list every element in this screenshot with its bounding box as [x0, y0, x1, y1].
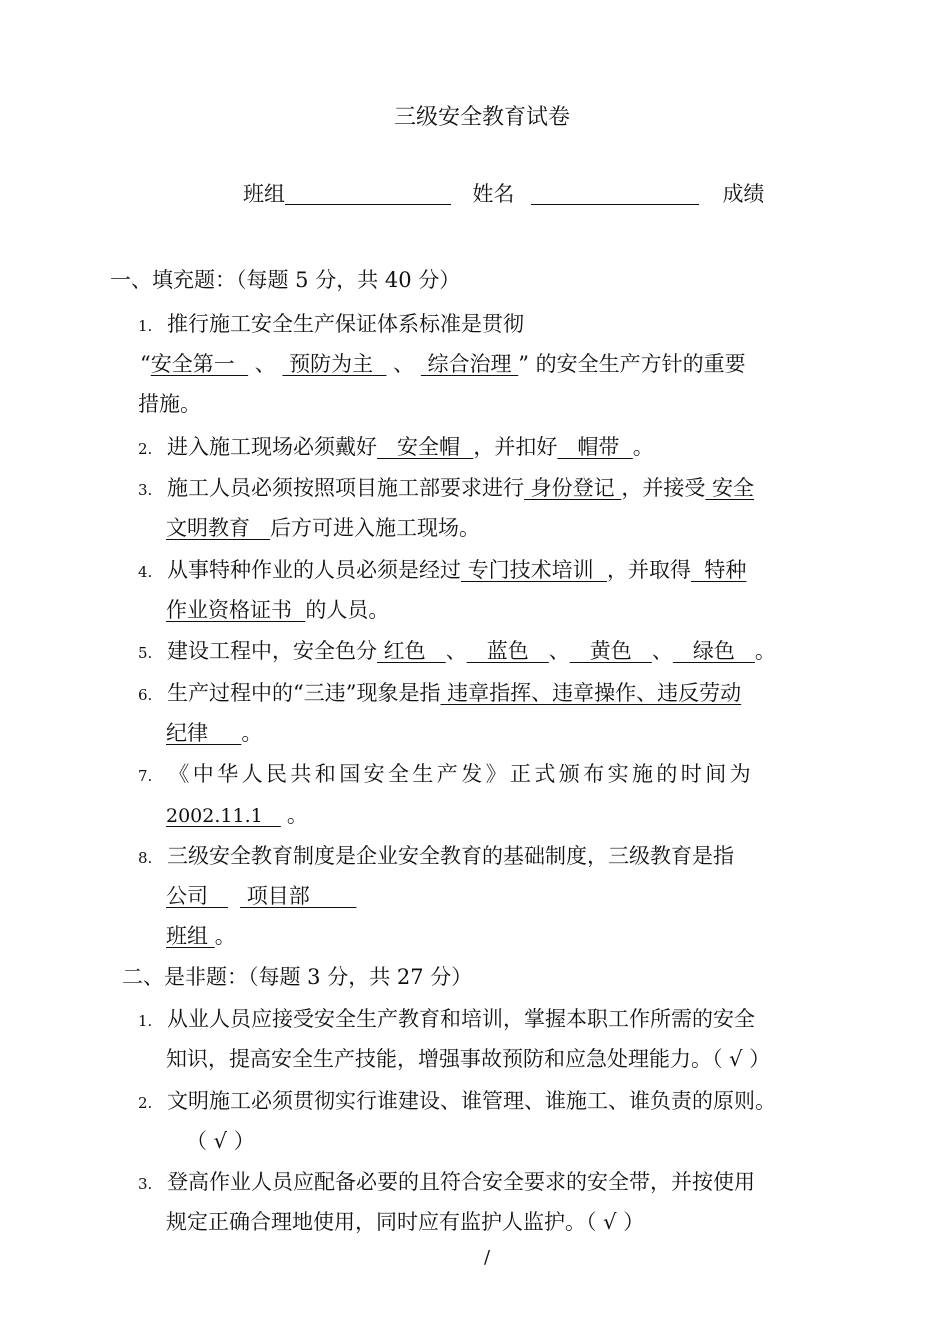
question-number: 2. [138, 440, 153, 458]
question-text: 登高作业人员应配备必要的且符合安全要求的安全带，并按使用 [167, 1170, 755, 1194]
class-field[interactable] [285, 180, 451, 205]
question-text: 建设工程中，安全色分 [167, 639, 377, 663]
tf-q3-line2: 规定正确合理地使用，同时应有监护人监护。（ √ ） [166, 1210, 645, 1234]
question-text: 推行施工安全生产保证体系标准是贯彻 [167, 312, 524, 336]
answer-1: 违章指挥、违章操作、违反劳动 [440, 681, 742, 705]
question-text: 从业人员应接受安全生产教育和培训，掌握本职工作所需的安全 [167, 1007, 755, 1031]
tf-q1-line2: 知识，提高安全生产技能，增强事故预防和应急处理能力。（ √ ） [166, 1047, 771, 1071]
q3-line2 [166, 514, 480, 542]
question-number: 6. [138, 686, 153, 704]
quote-open: “ [140, 352, 151, 376]
q4-line2 [166, 596, 389, 624]
tf-q3-line1 [138, 1168, 755, 1198]
question-text-mid: ，并扣好 [473, 435, 558, 459]
q3-line1 [138, 474, 754, 504]
tf-q2-line1 [138, 1087, 776, 1117]
score-label: 成绩 [722, 182, 765, 206]
question-tail: 的安全生产方针的重要 [528, 352, 746, 376]
answer-2: 特种 [691, 558, 747, 582]
answer-4: 绿色 [672, 639, 755, 663]
q6-line1 [138, 679, 741, 709]
answer-1: 2002.11.1 [166, 805, 281, 827]
q1-line2 [140, 350, 746, 378]
question-text: 文明施工必须贯彻实行谁建设、谁管理、谁施工、谁负责的原则。 [167, 1089, 776, 1113]
question-text: 进入施工现场必须戴好 [167, 435, 377, 459]
answer-1: 红色 [377, 639, 446, 663]
separator: 、 [548, 639, 570, 663]
quote-close: ” [518, 352, 529, 376]
tf-q2-line2: （ √ ） [186, 1129, 255, 1153]
q2-line [138, 433, 654, 463]
q4-line1 [138, 556, 746, 586]
answer-2: 安全 [705, 476, 755, 500]
question-text-mid: ，并接受 [621, 476, 706, 500]
answer-2: 帽带 [557, 435, 633, 459]
answer-3: 班组 [166, 924, 215, 948]
answer-1: 专门技术培训 [461, 558, 608, 582]
name-label: 姓名 [472, 182, 515, 206]
page-title: 三级安全教育试卷 [394, 105, 571, 130]
question-number: 5. [138, 644, 153, 662]
question-number: 1. [138, 317, 153, 335]
class-label: 班组 [243, 182, 285, 206]
question-end: 。 [214, 924, 236, 948]
answer-1-cont: 纪律 [166, 721, 242, 745]
answer-2: 蓝色 [466, 639, 549, 663]
section1-heading: 一、填充题：（每题 5 分，共 40 分） [110, 268, 461, 292]
question-text: 生产过程中的“三违”现象是指 [167, 681, 441, 705]
answer-1: 安全第一 [150, 352, 249, 376]
separator: 、 [651, 639, 673, 663]
question-text: 从事特种作业的人员必须是经过 [167, 558, 461, 582]
answer-2: 项目部 [240, 884, 357, 908]
question-text: 三级安全教育制度是企业安全教育的基础制度，三级教育是指 [167, 844, 734, 868]
question-number: 7. [138, 767, 153, 785]
section2-heading: 二、是非题：（每题 3 分，共 27 分） [122, 965, 473, 989]
question-end: 。 [632, 435, 654, 459]
question-number: 1. [138, 1012, 153, 1030]
q8-line3 [166, 922, 236, 950]
question-number: 4. [138, 563, 153, 581]
answer-1: 公司 [166, 884, 229, 908]
q5-line [138, 637, 776, 667]
question-end: 后方可进入施工现场。 [270, 516, 481, 540]
answer-2-cont: 作业资格证书 [166, 598, 306, 622]
separator: 、 [248, 352, 283, 376]
q7-line2 [166, 801, 308, 830]
q7-line1 [138, 760, 754, 790]
question-end: 的人员。 [305, 598, 390, 622]
separator: 、 [386, 352, 421, 376]
tf-q1-line1 [138, 1005, 755, 1035]
name-field[interactable] [531, 180, 699, 205]
question-text: 《中华人民共和国安全生产发》正式颁布实施的时间为 [168, 762, 754, 786]
question-end: 。 [241, 721, 263, 745]
answer-2-cont: 文明教育 [166, 516, 271, 540]
separator: 、 [445, 639, 467, 663]
answer-3: 黄色 [569, 639, 652, 663]
question-end: 。 [754, 639, 776, 663]
answer-1: 身份登记 [524, 476, 622, 500]
q8-line1 [138, 842, 734, 872]
q6-line2 [166, 719, 262, 747]
header-row [243, 180, 764, 208]
question-number: 2. [138, 1094, 153, 1112]
q8-line2 [166, 882, 356, 910]
question-number: 3. [138, 1175, 153, 1193]
answer-3: 综合治理 [420, 352, 519, 376]
answer-2: 预防为主 [282, 352, 387, 376]
q1-line1 [138, 310, 524, 340]
question-end: 。 [286, 803, 308, 827]
question-text: 施工人员必须按照项目施工部要求进行 [167, 476, 524, 500]
question-number: 3. [138, 481, 153, 499]
q1-line3: 措施。 [138, 392, 201, 416]
question-number: 8. [138, 849, 153, 867]
question-text-mid: ，并取得 [607, 558, 692, 582]
answer-1: 安全帽 [377, 435, 474, 459]
page-footer-mark: / [484, 1247, 491, 1268]
